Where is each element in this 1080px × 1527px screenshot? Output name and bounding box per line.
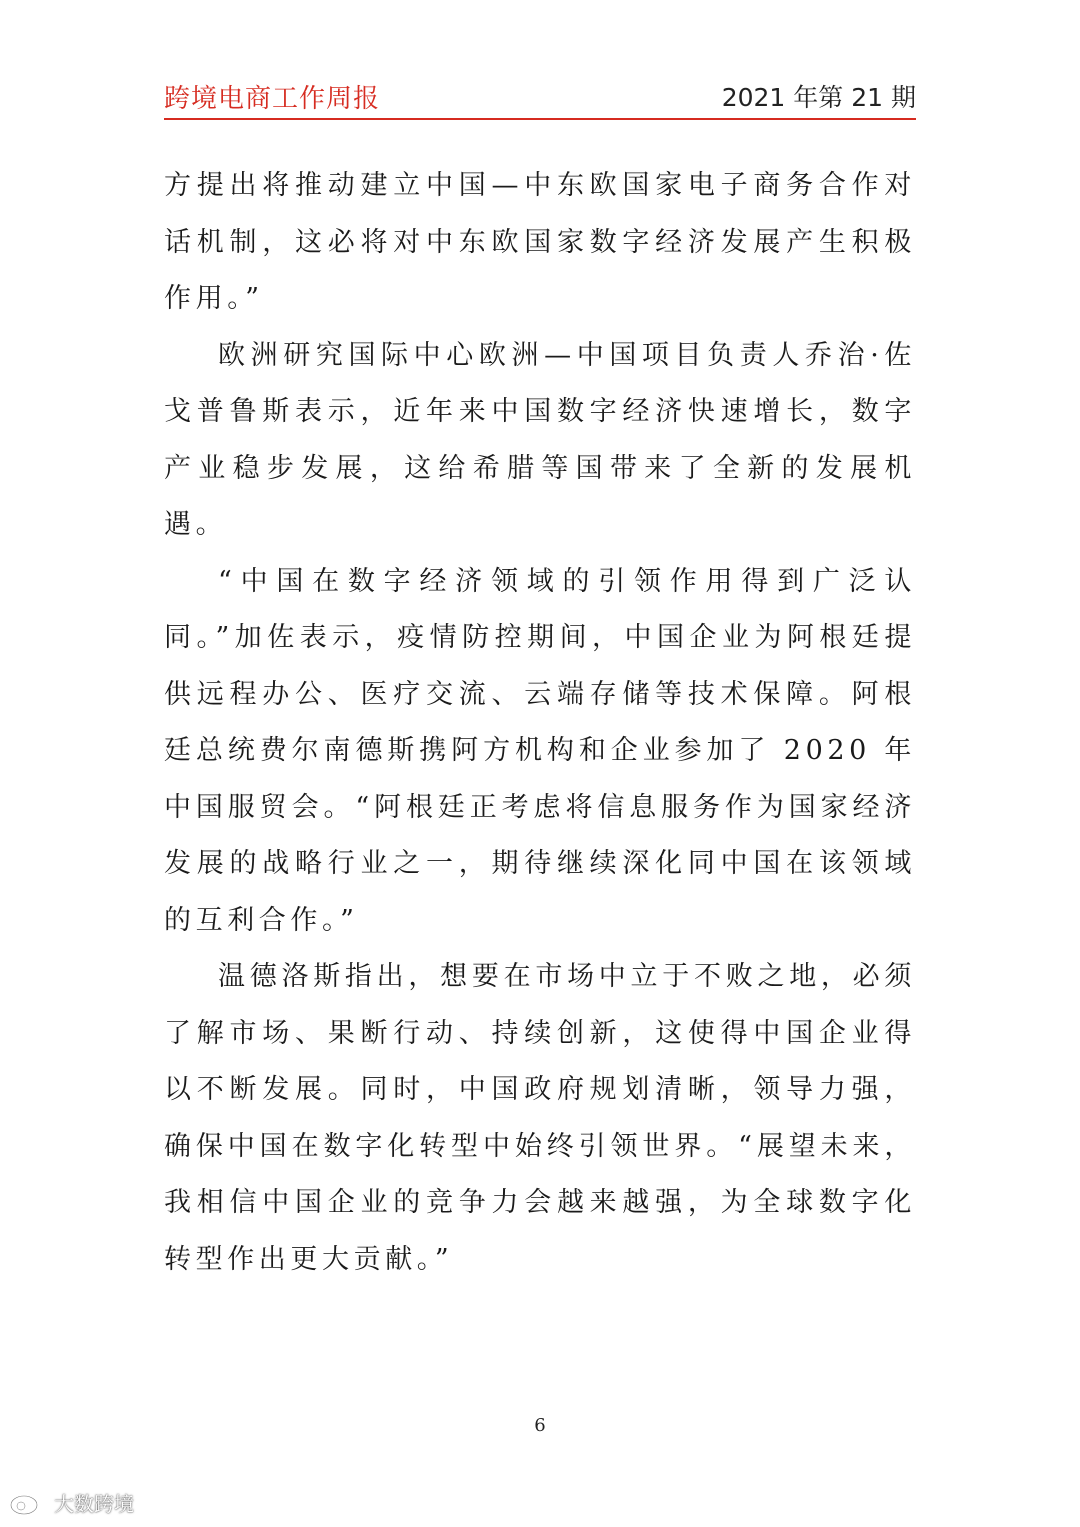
paragraph-1: 方提出将推动建立中国—中东欧国家电子商务合作对话机制，这必将对中东欧国家数字经济发展产生积极作用。” <box>164 170 916 314</box>
issue-number: 2021 年第 21 期 <box>721 83 916 112</box>
paragraph-3: “中国在数字经济领域的引领作用得到广泛认同。”加佐表示，疫情防控期间，中国企业为阿根廷提供远程办公、医疗交流、云端存储等技术保障。阿根廷总统费尔南德斯携阿方机构和企业参加了 2020 年中国服贸会。“阿根廷正考虑将信息服务作为国家经济发展的战略行业之一，期待继续深化同中国在该领域的互利合作。” <box>164 565 916 936</box>
weibo-logo-icon <box>8 1488 48 1516</box>
watermark <box>8 1486 134 1518</box>
page-header <box>164 78 916 114</box>
publication-title: 跨境电商工作周报 <box>164 84 381 114</box>
article-body <box>164 158 916 1288</box>
header-divider <box>164 118 916 120</box>
watermark-text: 大数跨境 <box>54 1491 134 1516</box>
paragraph-2: 欧洲研究国际中心欧洲—中国项目负责人乔治·佐戈普鲁斯表示，近年来中国数字经济快速增长，数字产业稳步发展，这给希腊等国带来了全新的发展机遇。 <box>164 339 916 540</box>
page-number: 6 <box>534 1415 546 1436</box>
paragraph-4: 温德洛斯指出，想要在市场中立于不败之地，必须了解市场、果断行动、持续创新，这使得中国企业得以不断发展。同时，中国政府规划清晰，领导力强，确保中国在数字化转型中始终引领世界。“展望未来，我相信中国企业的竞争力会越来越强，为全球数字化转型作出更大贡献。” <box>164 961 916 1275</box>
